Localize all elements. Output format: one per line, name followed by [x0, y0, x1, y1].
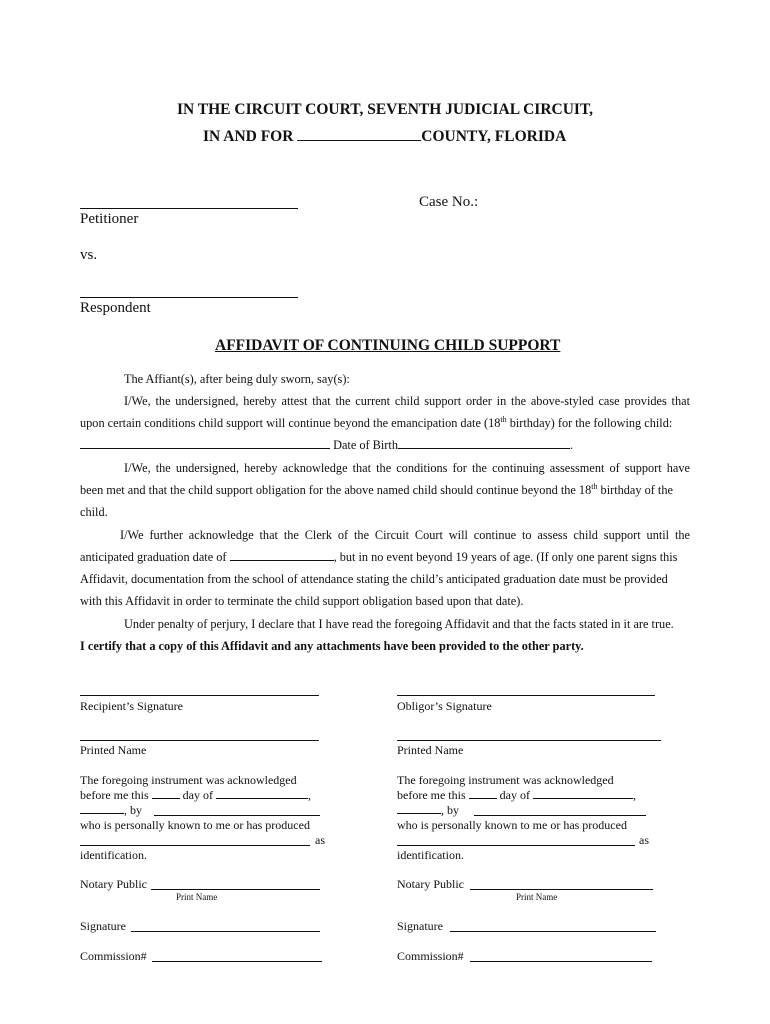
paragraph-3-line-2 — [80, 550, 677, 565]
paragraph-2-line-2 — [80, 483, 673, 498]
right-commission-blank[interactable] — [470, 961, 652, 962]
left-commission-label: Commission# — [80, 949, 147, 963]
right-ack-before-me: before me this — [397, 788, 469, 802]
child-dob-line — [80, 438, 573, 453]
paragraph-2-line-1: I/We, the undersigned, hereby acknowledge that the conditions for the continuing assessment of support have — [124, 461, 690, 475]
petitioner-label: Petitioner — [80, 211, 139, 227]
right-notary-name-blank[interactable] — [470, 889, 653, 890]
right-notary-public-label: Notary Public — [397, 877, 464, 891]
document-title: AFFIDAVIT OF CONTINUING CHILD SUPPORT — [215, 337, 561, 354]
perjury-declaration: Under penalty of perjury, I declare that I have read the foregoing Affidavit and that the facts stated in it are true. — [124, 617, 674, 631]
paragraph-2-line-2-post: birthday of the — [597, 483, 673, 497]
paragraph-3-line-3: Affidavit, documentation from the school of attendance stating the child’s anticipated graduation date must be provided — [80, 572, 668, 586]
left-day-blank[interactable] — [152, 798, 180, 799]
right-signature-label: Signature — [397, 919, 443, 933]
right-ack-line-4: who is personally known to me or has produced — [397, 818, 627, 832]
graduation-date-blank[interactable] — [230, 560, 334, 561]
left-print-name-label: Print Name — [176, 892, 218, 902]
right-identification-label: identification. — [397, 848, 464, 862]
paragraph-1-line-2-post: birthday) for the following child: — [506, 416, 673, 430]
paragraph-1-line-1: I/We, the undersigned, hereby attest that the current child support order in the above-styled case provides that — [124, 394, 690, 408]
left-notary-name-blank[interactable] — [151, 889, 320, 890]
county-heading — [203, 128, 566, 146]
recipient-printed-name-label: Printed Name — [80, 743, 147, 757]
right-by-name-blank[interactable] — [474, 815, 646, 816]
left-identification-blank[interactable] — [80, 845, 310, 846]
left-signature-blank[interactable] — [131, 931, 320, 932]
right-identification-blank[interactable] — [397, 845, 635, 846]
county-blank[interactable] — [297, 140, 421, 141]
certification-statement: I certify that a copy of this Affidavit and any attachments have been provided to the other party. — [80, 639, 584, 653]
dob-period: . — [569, 438, 574, 452]
paragraph-1-line-2-pre: upon certain conditions child support will continue beyond the emancipation date (18 — [80, 416, 501, 430]
left-month-blank[interactable] — [216, 798, 308, 799]
left-ack-by: , by — [124, 803, 142, 817]
right-commission-label: Commission# — [397, 949, 464, 963]
date-of-birth-blank[interactable] — [398, 448, 570, 449]
left-ack-line-2 — [80, 788, 311, 803]
child-name-blank[interactable] — [80, 448, 330, 449]
right-ack-line-2 — [397, 788, 636, 803]
left-identification-label: identification. — [80, 848, 147, 862]
left-notary-public-label: Notary Public — [80, 877, 147, 891]
court-heading: IN THE CIRCUIT COURT, SEVENTH JUDICIAL CIRCUIT, — [176, 101, 594, 118]
left-as-label: as — [315, 833, 325, 847]
left-commission-blank[interactable] — [152, 961, 322, 962]
left-ack-line-4: who is personally known to me or has produced — [80, 818, 310, 832]
left-year-blank[interactable] — [80, 813, 124, 814]
paragraph-2-line-3: child. — [80, 505, 108, 519]
paragraph-3-line-2-pre: anticipated graduation date of — [80, 550, 230, 564]
paragraph-3-line-4: with this Affidavit in order to terminate the child support obligation based upon that date). — [80, 594, 524, 608]
superscript-th: th — [500, 414, 507, 424]
left-ack-line-1: The foregoing instrument was acknowledged — [80, 773, 297, 787]
right-as-label: as — [639, 833, 649, 847]
right-signature-blank[interactable] — [450, 931, 656, 932]
county-heading-suffix: COUNTY, FLORIDA — [421, 128, 567, 145]
left-ack-day-of: day of — [179, 788, 216, 802]
paragraph-2-line-2-pre: been met and that the child support obligation for the above named child should continue beyond the 18 — [80, 483, 592, 497]
right-day-blank[interactable] — [469, 798, 497, 799]
petitioner-blank[interactable] — [80, 208, 298, 209]
left-signature-label: Signature — [80, 919, 126, 933]
right-year-blank[interactable] — [397, 813, 441, 814]
left-by-name-blank[interactable] — [154, 815, 320, 816]
right-ack-by: , by — [441, 803, 459, 817]
right-ack-day-of: day of — [496, 788, 533, 802]
recipient-signature-label: Recipient’s Signature — [80, 699, 183, 713]
county-heading-prefix: IN AND FOR — [203, 128, 298, 145]
versus-label: vs. — [80, 247, 98, 263]
left-ack-comma: , — [307, 788, 311, 802]
right-print-name-label: Print Name — [516, 892, 558, 902]
respondent-blank[interactable] — [80, 297, 298, 298]
right-month-blank[interactable] — [533, 798, 633, 799]
right-ack-comma: , — [632, 788, 636, 802]
paragraph-3-line-1: I/We further acknowledge that the Clerk of the Circuit Court will continue to assess child support until the — [120, 528, 690, 542]
left-ack-before-me: before me this — [80, 788, 152, 802]
case-number-label: Case No.: — [419, 194, 479, 210]
obligor-printed-name-label: Printed Name — [397, 743, 464, 757]
obligor-signature-label: Obligor’s Signature — [397, 699, 492, 713]
paragraph-1-line-2 — [80, 416, 672, 431]
recipient-printed-name-blank[interactable] — [80, 740, 319, 741]
right-ack-line-3 — [397, 803, 459, 818]
right-ack-line-1: The foregoing instrument was acknowledged — [397, 773, 614, 787]
date-of-birth-label: Date of Birth — [333, 438, 398, 452]
obligor-printed-name-blank[interactable] — [397, 740, 661, 741]
recipient-signature-blank[interactable] — [80, 695, 319, 696]
left-ack-line-3 — [80, 803, 142, 818]
superscript-th: th — [591, 481, 598, 491]
intro-text: The Affiant(s), after being duly sworn, say(s): — [124, 372, 350, 386]
paragraph-3-line-2-post: , but in no event beyond 19 years of age. (If only one parent signs this — [333, 550, 678, 564]
respondent-label: Respondent — [80, 300, 151, 316]
obligor-signature-blank[interactable] — [397, 695, 655, 696]
